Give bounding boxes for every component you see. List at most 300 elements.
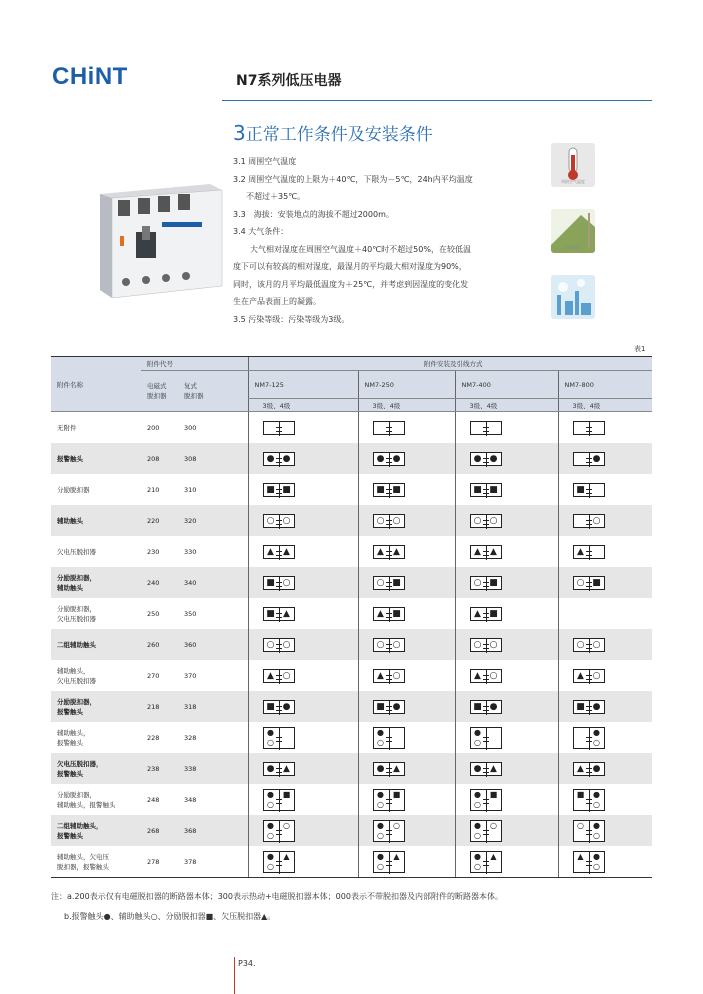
symbol-right: ▲ [393, 851, 400, 861]
accessory-name: 二组辅助触头 [51, 629, 141, 660]
compound-code: 368 [178, 815, 248, 846]
wiring-cell [248, 691, 358, 722]
header-accessory-code: 附件代号 [141, 357, 248, 371]
wiring-cell [248, 505, 358, 536]
icon-caption: 海拔高度 [565, 245, 581, 250]
wiring-cell [358, 598, 455, 629]
wiring-symbol [470, 607, 502, 621]
compound-code: 370 [184, 671, 197, 680]
wiring-symbol [263, 607, 295, 621]
wiring-symbol [263, 638, 295, 652]
symbol-right: ○ [282, 639, 291, 650]
symbol-left: ■ [576, 484, 585, 495]
symbol-right: ○ [282, 670, 291, 681]
symbol-right: ○ [283, 820, 290, 830]
symbol-left: ● ○ [474, 820, 481, 840]
header-electromagnetic: 电磁式 脱扣器 [141, 371, 178, 412]
compound-code: 350 [184, 609, 197, 618]
wiring-symbol [470, 452, 502, 466]
symbol-left: ● ○ [267, 820, 274, 840]
header-accessory-name: 附件名称 [51, 357, 141, 412]
electromagnetic-code: 218 [141, 691, 178, 722]
table-row [51, 753, 652, 784]
table-row [51, 443, 652, 474]
electromagnetic-code: 248 [147, 795, 160, 804]
wiring-cell [558, 629, 652, 660]
symbol-right: ▲ [490, 763, 497, 774]
wiring-symbol [470, 576, 502, 590]
wiring-symbol [573, 700, 605, 714]
wiring-cell [358, 443, 455, 474]
wiring-symbol [470, 851, 502, 873]
symbol-left: ○ [576, 577, 585, 588]
wiring-symbol [263, 514, 295, 528]
symbol-right [390, 728, 404, 748]
symbol-right: ● [489, 453, 498, 464]
section-title [233, 120, 433, 145]
symbol-left [264, 422, 278, 434]
wiring-symbol [573, 789, 605, 811]
notes [51, 887, 503, 927]
symbol-right: ● [592, 453, 601, 464]
wiring-symbol [470, 820, 502, 842]
symbol-right: ● [392, 453, 401, 464]
symbol-left: ● ○ [267, 727, 274, 747]
wiring-cell [455, 474, 558, 505]
header-poles: 3级、4级 [248, 399, 358, 412]
wiring-cell [558, 443, 652, 474]
table-row [51, 784, 652, 815]
symbol-left: ● [266, 453, 275, 464]
wiring-symbol [573, 851, 605, 873]
wiring-symbol [263, 851, 295, 873]
symbol-left: ● ○ [474, 851, 481, 871]
wiring-cell [358, 815, 455, 846]
table-row [51, 722, 652, 753]
series-title: N7系列低压电器 [236, 73, 342, 89]
symbol-left: ○ [376, 515, 385, 526]
wiring-symbol [263, 727, 295, 749]
symbol-left: ▲ [577, 546, 584, 557]
accessory-name: 辅助触头，欠电压 脱扣器，报警触头 [51, 846, 141, 878]
symbol-right: ■ [489, 789, 498, 799]
wiring-symbol [470, 421, 502, 435]
condition-line: 大气相对湿度在周围空气温度＋40℃时不超过50%，在较低温 [250, 244, 471, 254]
compound-code: 378 [178, 846, 248, 878]
symbol-right: ■ [392, 577, 401, 588]
symbol-left: ○ [473, 515, 482, 526]
wiring-symbol [573, 638, 605, 652]
wiring-cell [248, 474, 358, 505]
wiring-cell [455, 598, 558, 629]
table-row [51, 846, 652, 878]
symbol-right: ○ [489, 515, 498, 526]
symbol-left [471, 422, 485, 434]
symbol-right [590, 422, 604, 434]
wiring-symbol [373, 700, 405, 714]
electromagnetic-code: 230 [147, 547, 160, 556]
header-poles: 3级、4级 [558, 399, 652, 412]
wiring-symbol [373, 421, 405, 435]
compound-code: 310 [184, 485, 197, 494]
wiring-cell [455, 505, 558, 536]
chint-logo: CHiNT [52, 63, 128, 90]
wiring-cell [248, 722, 358, 753]
electromagnetic-code: 250 [147, 609, 160, 618]
accessory-name: 辅助触头 [51, 505, 141, 536]
wiring-cell [248, 784, 358, 815]
wiring-cell [248, 443, 358, 474]
symbol-left: ▲ [377, 546, 384, 557]
symbol-left: ● ○ [267, 789, 274, 809]
wiring-cell [358, 753, 455, 784]
symbol-left: ○ [376, 639, 385, 650]
symbol-right: ○ [489, 670, 498, 681]
wiring-cell [248, 412, 358, 444]
symbol-right: ● ○ [593, 851, 600, 871]
symbol-left: ● [376, 763, 385, 774]
symbol-left: ● ○ [267, 851, 274, 871]
symbol-left: ○ [576, 639, 585, 650]
header-model: NM7-400 [455, 371, 558, 399]
symbol-right: ● [489, 701, 498, 712]
wiring-cell [558, 691, 652, 722]
wiring-cell [558, 412, 652, 444]
symbol-right: ▲ [283, 546, 290, 557]
wiring-cell [558, 660, 652, 691]
compound-code: 340 [178, 567, 248, 598]
wiring-cell [248, 753, 358, 784]
wiring-symbol [373, 576, 405, 590]
symbol-right: ▲ [393, 546, 400, 557]
note-b: b.报警触头●、辅助触头○、分励脱扣器■、欠压脱扣器▲。 [64, 912, 276, 921]
symbol-left [374, 422, 388, 434]
symbol-left: ● ○ [377, 789, 384, 809]
compound-code: 348 [184, 795, 197, 804]
section-number: 3 [233, 121, 246, 145]
symbol-right [280, 728, 294, 748]
compound-code: 320 [178, 505, 248, 536]
symbol-right: ▲ [283, 851, 290, 861]
symbol-left [574, 728, 588, 748]
wiring-symbol [373, 452, 405, 466]
wiring-symbol [573, 452, 605, 466]
symbol-left: ▲ [377, 608, 384, 619]
wiring-cell [455, 722, 558, 753]
symbol-right: ○ [490, 820, 497, 830]
wiring-cell [358, 629, 455, 660]
symbol-right: ● [592, 763, 601, 774]
wiring-cell [358, 784, 455, 815]
symbol-left: ▲ [577, 851, 584, 861]
symbol-left: ● ○ [377, 727, 384, 747]
symbol-right: ■ [592, 577, 601, 588]
symbol-left: ▲ [267, 546, 274, 557]
wiring-symbol [263, 762, 295, 776]
accessory-name: 无附件 [57, 423, 77, 432]
compound-code: 318 [178, 691, 248, 722]
accessory-table [51, 356, 652, 878]
wiring-symbol [470, 669, 502, 683]
accessory-name: 分励脱扣器 [57, 485, 90, 494]
accessory-table-body [51, 412, 652, 878]
wiring-cell [558, 784, 652, 815]
wiring-symbol [573, 576, 605, 590]
conditions-text [233, 153, 523, 328]
symbol-left: ■ [473, 701, 482, 712]
wiring-symbol [573, 727, 605, 749]
accessory-name: 报警触头 [51, 443, 141, 474]
symbol-left: ▲ [577, 670, 584, 681]
wiring-symbol [573, 421, 605, 435]
wiring-cell [358, 846, 455, 878]
symbol-right: ▲ [490, 851, 497, 861]
compound-code: 308 [178, 443, 248, 474]
header-poles: 3级、4级 [358, 399, 455, 412]
electromagnetic-code: 228 [147, 733, 160, 742]
symbol-left: ○ [473, 639, 482, 650]
symbol-right [390, 422, 404, 434]
symbol-right [590, 546, 604, 558]
symbol-left: ● ○ [377, 851, 384, 871]
header-model: NM7-125 [248, 371, 358, 399]
wiring-cell [558, 567, 652, 598]
wiring-cell [558, 536, 652, 567]
wiring-cell [558, 846, 652, 878]
symbol-left: ■ [266, 701, 275, 712]
accessory-name: 辅助触头， 欠电压脱扣器 [57, 666, 96, 685]
symbol-left: ● [473, 763, 482, 774]
compound-code: 300 [184, 423, 197, 432]
symbol-right: ● [282, 701, 291, 712]
wiring-cell [248, 567, 358, 598]
symbol-left: ○ [266, 639, 275, 650]
symbol-right: ■ [392, 484, 401, 495]
symbol-right: ○ [592, 515, 601, 526]
wiring-symbol [373, 545, 405, 559]
symbol-right: ● [592, 701, 601, 712]
condition-line: 3.3 海拔：安装地点的海拔不超过2000m。 [233, 209, 394, 219]
symbol-left [574, 453, 588, 465]
section-title-text: 正常工作条件及安装条件 [245, 125, 433, 145]
symbol-right [590, 484, 604, 496]
symbol-left: ■ [376, 484, 385, 495]
symbol-right: ○ [393, 820, 400, 830]
page-number: P34. [238, 959, 256, 968]
symbol-right: ○ [592, 639, 601, 650]
wiring-cell [248, 815, 358, 846]
accessory-name: 分励脱扣器， 辅助触头 [51, 567, 141, 598]
table-row [51, 567, 652, 598]
wiring-cell [455, 443, 558, 474]
wiring-cell [248, 660, 358, 691]
symbol-right: ○ [592, 670, 601, 681]
wiring-symbol [470, 789, 502, 811]
symbol-right: ● ○ [593, 727, 600, 747]
accessory-name: 分励脱扣器， 报警触头 [51, 691, 141, 722]
symbol-left: ● ○ [474, 727, 481, 747]
wiring-cell [455, 536, 558, 567]
wiring-cell [455, 815, 558, 846]
symbol-right: ● ○ [593, 820, 600, 840]
electromagnetic-code: 240 [141, 567, 178, 598]
header-installation: 附件安装及引线方式 [248, 357, 652, 371]
table-row [51, 598, 652, 629]
wiring-symbol [373, 483, 405, 497]
symbol-left: ▲ [474, 546, 481, 557]
symbol-left: ○ [266, 515, 275, 526]
condition-line: 同时，该月的月平均最低温度为＋25℃，并考虑到因湿度的变化发 [233, 279, 469, 289]
symbol-left: ● [266, 763, 275, 774]
wiring-symbol [373, 669, 405, 683]
header-model: NM7-250 [358, 371, 455, 399]
wiring-cell [455, 691, 558, 722]
wiring-cell [248, 536, 358, 567]
accessory-name: 辅助触头， 报警触头 [57, 728, 90, 747]
symbol-right: ▲ [490, 546, 497, 557]
symbol-left: ○ [376, 577, 385, 588]
header-poles: 3级、4级 [455, 399, 558, 412]
symbol-right: ○ [392, 639, 401, 650]
symbol-left: ▲ [377, 670, 384, 681]
compound-code: 360 [178, 629, 248, 660]
wiring-cell [558, 474, 652, 505]
symbol-right: ■ [392, 608, 401, 619]
symbol-left [574, 515, 588, 527]
condition-line: 不超过＋35℃。 [246, 192, 306, 201]
wiring-cell [358, 691, 455, 722]
accessory-name: 分励脱扣器， 辅助触头，报警触头 [57, 790, 116, 809]
wiring-symbol [373, 727, 405, 749]
wiring-symbol [373, 789, 405, 811]
wiring-symbol [373, 607, 405, 621]
wiring-symbol [263, 452, 295, 466]
table-row [51, 815, 652, 846]
wiring-cell [455, 660, 558, 691]
symbol-left: ■ [376, 701, 385, 712]
symbol-left: ● ○ [474, 789, 481, 809]
wiring-symbol [470, 545, 502, 559]
wiring-cell [558, 815, 652, 846]
wiring-cell [358, 660, 455, 691]
symbol-right: ■ [489, 608, 498, 619]
electromagnetic-code: 210 [147, 485, 160, 494]
wiring-symbol [470, 700, 502, 714]
table-label: 表1 [634, 345, 646, 353]
wiring-symbol [573, 762, 605, 776]
wiring-symbol [263, 421, 295, 435]
condition-line: 3.4 大气条件： [233, 227, 289, 236]
condition-line: 生在产品表面上的凝露。 [233, 297, 321, 306]
wiring-symbol [373, 820, 405, 842]
wiring-cell [248, 629, 358, 660]
wiring-cell [455, 412, 558, 444]
condition-line: 3.1 周围空气温度 [233, 157, 297, 166]
wiring-symbol [470, 762, 502, 776]
electromagnetic-code: 270 [147, 671, 160, 680]
table-row [51, 474, 652, 505]
header-model: NM7-800 [558, 371, 652, 399]
page-divider [234, 957, 235, 994]
wiring-symbol [263, 576, 295, 590]
wiring-symbol [573, 545, 605, 559]
symbol-right: ▲ [393, 763, 400, 774]
symbol-right: ■ [392, 789, 401, 799]
wiring-symbol [573, 483, 605, 497]
circuit-breaker-image [90, 182, 230, 300]
compound-code: 338 [178, 753, 248, 784]
compound-code: 330 [184, 547, 197, 556]
table-row [51, 412, 652, 444]
symbol-right: ■ [489, 484, 498, 495]
wiring-cell [558, 505, 652, 536]
wiring-cell [455, 753, 558, 784]
electromagnetic-code: 200 [147, 423, 160, 432]
symbol-left: ▲ [474, 670, 481, 681]
wiring-symbol [470, 514, 502, 528]
wiring-cell [558, 722, 652, 753]
wiring-symbol [373, 638, 405, 652]
wiring-symbol [263, 820, 295, 842]
note-a: 注：a.200表示仅有电磁脱扣器的断路器本体；300表示热动+电磁脱扣器本体；000表示不带脱扣器及内部附件的断路器本体。 [51, 892, 503, 901]
symbol-left: ● ○ [377, 820, 384, 840]
wiring-symbol [573, 514, 605, 528]
table-row [51, 629, 652, 660]
wiring-symbol [263, 669, 295, 683]
symbol-left [574, 422, 588, 434]
symbol-right: ■ [489, 577, 498, 588]
wiring-cell [358, 567, 455, 598]
wiring-symbol [573, 669, 605, 683]
table-row [51, 691, 652, 722]
electromagnetic-code: 238 [141, 753, 178, 784]
wiring-cell [455, 567, 558, 598]
symbol-right: ● ○ [593, 789, 600, 809]
wiring-symbol [263, 545, 295, 559]
symbol-left: ▲ [474, 608, 481, 619]
accessory-name: 分励脱扣器， 欠电压脱扣器 [57, 604, 96, 623]
symbol-right [487, 728, 501, 748]
symbol-right: ▲ [283, 608, 290, 619]
symbol-left: ○ [577, 820, 584, 830]
icon-caption: 周围空气温度 [561, 179, 585, 184]
wiring-cell [455, 846, 558, 878]
symbol-right: ● [392, 701, 401, 712]
symbol-right [487, 422, 501, 434]
wiring-cell [358, 722, 455, 753]
wiring-symbol [573, 820, 605, 842]
electromagnetic-code: 220 [141, 505, 178, 536]
wiring-cell [455, 629, 558, 660]
symbol-left: ■ [576, 701, 585, 712]
wiring-cell [248, 846, 358, 878]
wiring-symbol [373, 762, 405, 776]
accessory-name: 欠电压脱扣器 [57, 547, 96, 556]
pollution-icon [551, 275, 595, 319]
electromagnetic-code: 260 [141, 629, 178, 660]
table-row [51, 660, 652, 691]
symbol-right: ○ [489, 639, 498, 650]
wiring-symbol [470, 727, 502, 749]
wiring-cell [558, 753, 652, 784]
wiring-cell [558, 598, 652, 629]
symbol-right: ▲ [283, 763, 290, 774]
symbol-left: ■ [266, 608, 275, 619]
symbol-left: ● [473, 453, 482, 464]
electromagnetic-code: 278 [141, 846, 178, 878]
symbol-left: ■ [473, 484, 482, 495]
symbol-right: ○ [282, 577, 291, 588]
